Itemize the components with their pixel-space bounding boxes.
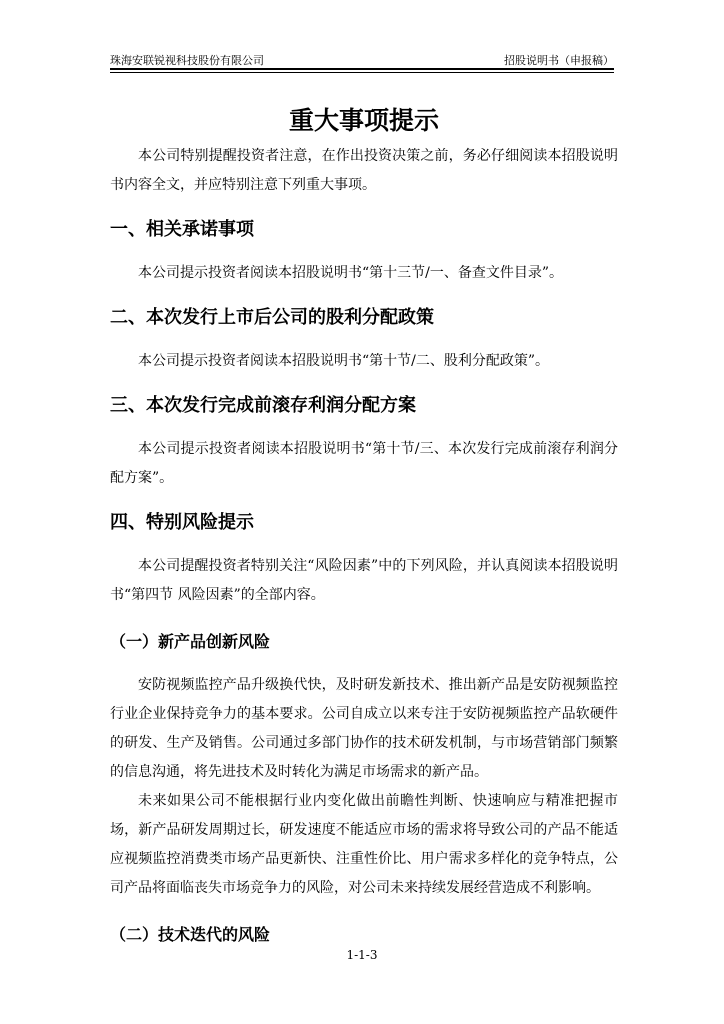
section-heading-retained-profit: 三、本次发行完成前滚存利润分配方案: [110, 395, 416, 416]
section-paragraph-commitments: 本公司提示投资者阅读本招股说明书“第十三节/一、备查文件目录”。: [138, 265, 564, 281]
intro-paragraph: 本公司特别提醒投资者注意，在作出投资决策之前，务必仔细阅读本招股说明书内容全文，并应特别注意下列重大事项。: [110, 148, 618, 193]
page-header: [110, 50, 614, 68]
header-company-name: 珠海安联锐视科技股份有限公司: [110, 54, 264, 67]
section-paragraph-special-risk: 本公司提醒投资者特别关注“风险因素”中的下列风险，并认真阅读本招股说明书“第四节 风险因素”的全部内容。: [110, 558, 618, 603]
section-paragraph-retained-profit: 本公司提示投资者阅读本招股说明书“第十节/三、本次发行完成前滚存利润分配方案”。: [110, 441, 618, 486]
section-paragraph-dividend-policy: 本公司提示投资者阅读本招股说明书“第十节/二、股利分配政策”。: [138, 353, 550, 369]
section-heading-dividend-policy: 二、本次发行上市后公司的股利分配政策: [110, 307, 434, 328]
section-heading-commitments: 一、相关承诺事项: [110, 219, 254, 240]
header-document-type: 招股说明书（申报稿）: [504, 54, 614, 67]
page-number: 1-1-3: [346, 948, 378, 962]
header-rule: [110, 68, 614, 72]
section-heading-special-risk: 四、特别风险提示: [110, 512, 254, 533]
subsection-paragraph-innovation-2: 未来如果公司不能根据行业内变化做出前瞻性判断、快速响应与精准把握市场，新产品研发周期过长，研发速度不能适应市场的需求将导致公司的产品不能适应视频监控消费类市场产品更新快、注重性价比、用户需求多样化的竞争特点，公司产品将面临丧失市场竞争力的风险，对公司未来持续发展经营造成不利影响。: [110, 793, 618, 896]
subsection-heading-innovation-risk: （一）新产品创新风险: [110, 632, 271, 651]
subsection-paragraph-innovation-1: 安防视频监控产品升级换代快，及时研发新技术、推出新产品是安防视频监控行业企业保持竞争力的基本要求。公司自成立以来专注于安防视频监控产品软硬件的研发、生产及销售。公司通过多部门协作的技术研发机制，与市场营销部门频繁的信息沟通，将先进技术及时转化为满足市场需求的新产品。: [110, 677, 618, 780]
page-content: [110, 100, 618, 952]
subsection-heading-tech-iteration-risk: （二）技术迭代的风险: [110, 925, 271, 944]
page-title: 重大事项提示: [288, 106, 439, 135]
